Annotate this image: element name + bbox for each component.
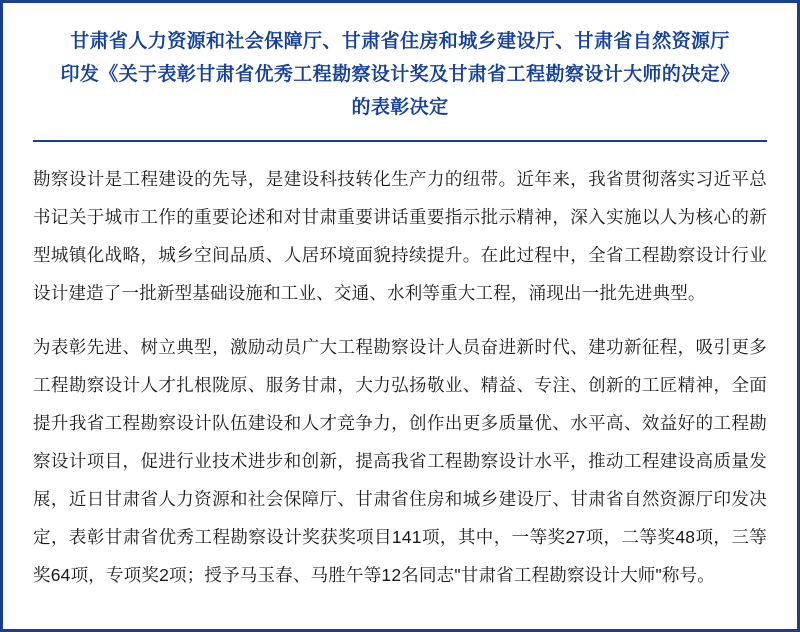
document-title: [33, 25, 767, 124]
document-inner: [3, 3, 797, 629]
title-line-1: 甘肃省人力资源和社会保障厅、甘肃省住房和城乡建设厅、甘肃省自然资源厅: [70, 31, 730, 52]
title-line-2: 印发《关于表彰甘肃省优秀工程勘察设计奖及甘肃省工程勘察设计大师的决定》: [60, 64, 740, 85]
document-body: [33, 160, 767, 594]
title-divider: [33, 140, 767, 142]
paragraph-2: 为表彰先进、树立典型，激励动员广大工程勘察设计人员奋进新时代、建功新征程，吸引更多工程勘察设计人才扎根陇原、服务甘肃，大力弘扬敬业、精益、专注、创新的工匠精神，全面提升我省工程勘察设计队伍建设和人才竞争力，创作出更多质量优、水平高、效益好的工程勘察设计项目，促进行业技术进步和创新，提高我省工程勘察设计水平，推动工程建设高质量发展，近日甘肃省人力资源和社会保障厅、甘肃省住房和城乡建设厅、甘肃省自然资源厅印发决定，表彰甘肃省优秀工程勘察设计奖获奖项目141项，其中，一等奖27项，二等奖48项，三等奖64项，专项奖2项；授予马玉春、马胜午等12名同志"甘肃省工程勘察设计大师"称号。: [33, 337, 767, 585]
paragraph-1: 勘察设计是工程建设的先导，是建设科技转化生产力的纽带。近年来，我省贯彻落实习近平总书记关于城市工作的重要论述和对甘肃重要讲话重要指示批示精神，深入实施以人为核心的新型城镇化战略，城乡空间品质、人居环境面貌持续提升。在此过程中，全省工程勘察设计行业设计建造了一批新型基础设施和工业、交通、水利等重大工程，涌现出一批先进典型。: [33, 169, 767, 303]
title-line-3: 的表彰决定: [351, 97, 449, 118]
